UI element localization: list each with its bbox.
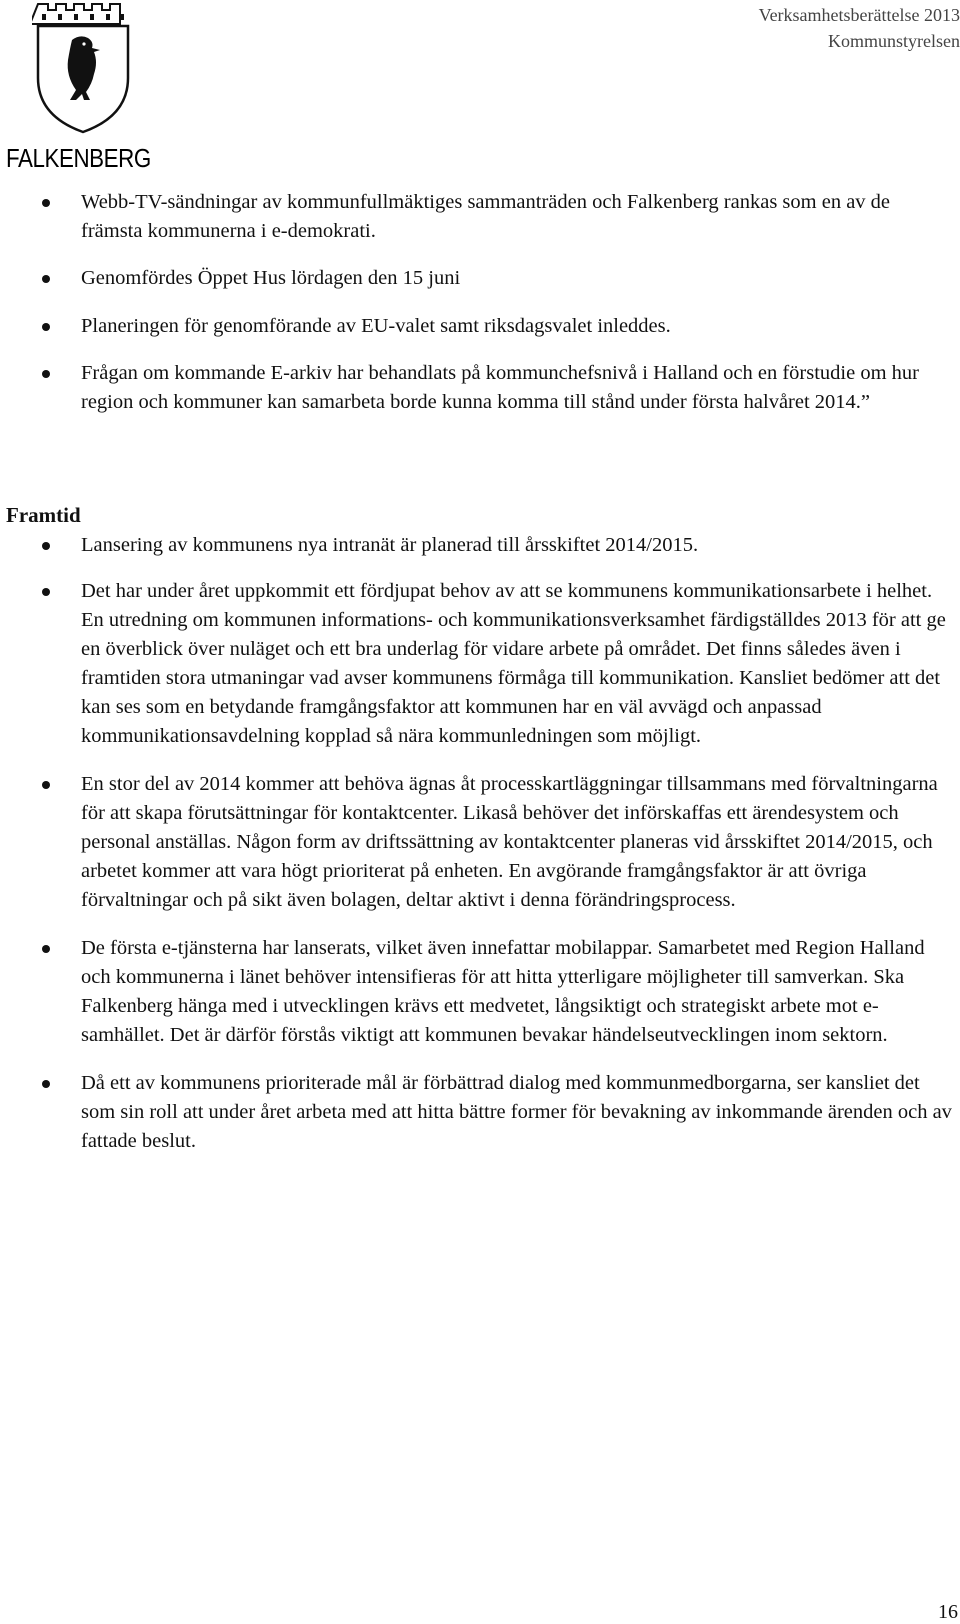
list-item: De första e-tjänsterna har lanserats, vilket även innefattar mobilappar. Samarbetet med Region Halland och kommunerna i länet behöver intensifieras för att hitta ytterligare möjligheter till samverkan. Ska Falkenberg hänga med i utvecklingen krävs ett medvetet, långsiktigt och strategiskt arbete mot e-samhället. Det är därför förstås viktigt att kommunen bevakar händelseutvecklingen inom sektorn. [0,934,960,1050]
framtid-list [0,531,960,1156]
falkenberg-logo [6,0,158,176]
page-header [759,2,960,54]
page-number: 16 [938,1601,958,1623]
department-name: Kommunstyrelsen [828,31,960,51]
list-item: Webb-TV-sändningar av kommunfullmäktiges sammanträden och Falkenberg rankas som en av de främsta kommunerna i e-demokrati. [0,188,960,246]
logo-wordmark: FALKENBERG [6,143,151,173]
section-heading-framtid: Framtid [6,503,81,527]
report-title: Verksamhetsberättelse 2013 [758,5,960,25]
list-item: Då ett av kommunens prioriterade mål är förbättrad dialog med kommunmedborgarna, ser kansliet det som sin roll att under året arbeta med att hitta bättre former för bevakning av inkommande ärenden och av fattade beslut. [0,1069,960,1156]
framtid-body [0,531,960,1156]
list-item: Genomfördes Öppet Hus lördagen den 15 juni [0,264,960,293]
list-item: Det har under året uppkommit ett fördjupat behov av att se kommunens kommunikationsarbete i helhet. En utredning om kommunen informations- och kommunikationsverksamhet färdigställdes 2013 för att ge en överblick över nuläget och ett bra underlag för vidare arbete på området. Det finns således även i framtiden stora utmaningar vad avser kommunens förmåga till kommunikation. Kansliet bedömer att det kan ses som en betydande framgångsfaktor att kommunen har en väl avvägd och anpassad kommunikationsavdelning kopplad så nära kommunledningen som möjligt. [0,577,960,751]
document-body [0,188,960,417]
list-item: Planeringen för genomförande av EU-valet samt riksdagsvalet inleddes. [0,312,960,341]
list-item: Lansering av kommunens nya intranät är planerad till årsskiftet 2014/2015. [0,531,960,560]
summary-list [0,188,960,417]
list-item: Frågan om kommande E-arkiv har behandlats på kommunchefsnivå i Halland och en förstudie om hur region och kommuner kan samarbeta borde kunna komma till stånd under första halvåret 2014.” [0,359,960,417]
falcon-crest-icon [32,0,132,134]
list-item: En stor del av 2014 kommer att behöva ägnas åt processkartläggningar tillsammans med förvaltningarna för att skapa förutsättningar för kontaktcenter. Likaså behöver det införskaffas ett ärendesystem och personal anställas. Någon form av driftssättning av kontaktcenter planeras vid årsskiftet 2014/2015, och arbetet kommer att vara högt prioriterat på enheten. En avgörande framgångsfaktor är att övriga förvaltningar och på sikt även bolagen, deltar aktivt i denna förändringsprocess. [0,770,960,915]
